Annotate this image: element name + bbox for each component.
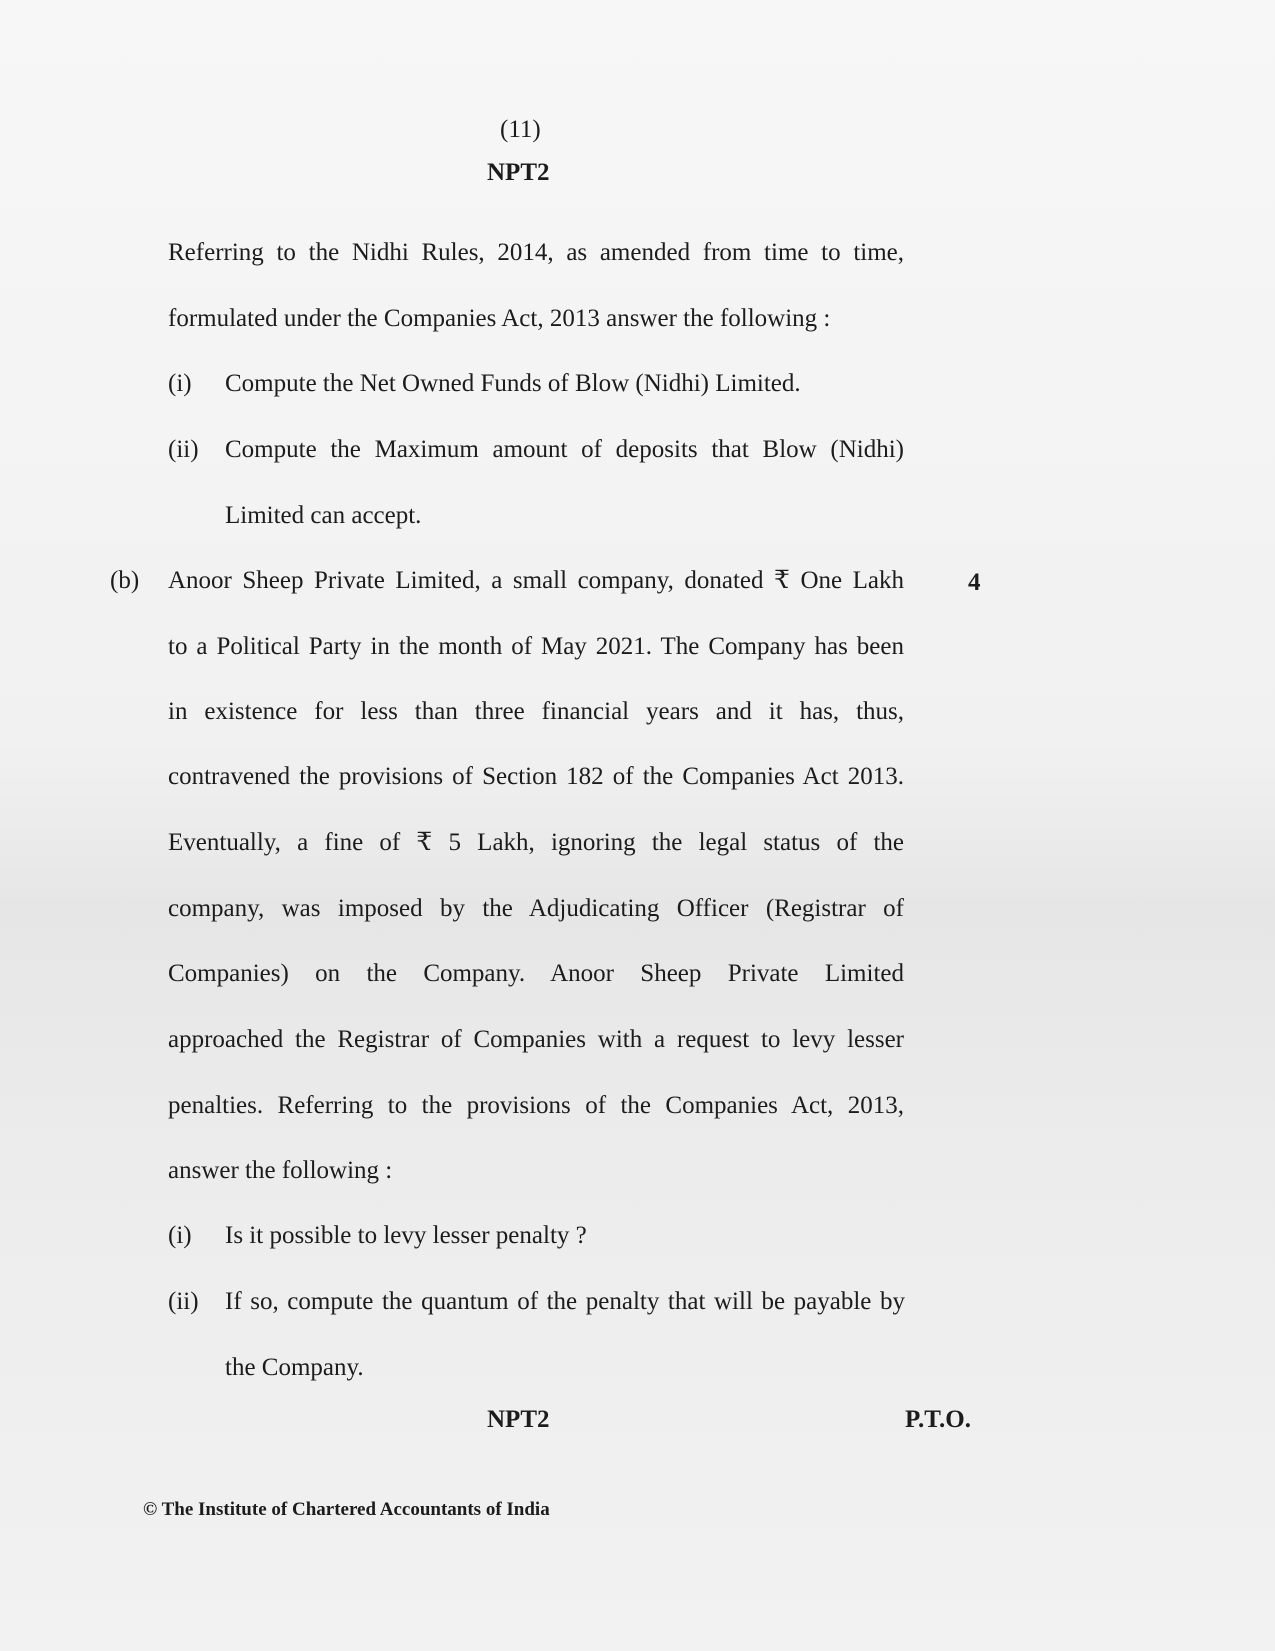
question-b-marks: 4 — [968, 569, 981, 596]
question-b-line-5: Eventually, a fine of ₹ 5 Lakh, ignoring the legal status of the — [168, 829, 904, 856]
question-a-line-2: formulated under the Companies Act, 2013 answer the following : — [168, 305, 831, 332]
question-b-item-ii-text: If so, compute the quantum of the penalty that will be payable by — [225, 1288, 905, 1315]
question-b-item-i-text: Is it possible to levy lesser penalty ? — [225, 1222, 587, 1249]
paper-code-footer: NPT2 — [487, 1406, 550, 1433]
question-b-line-9: penalties. Referring to the provisions of the Companies Act, 2013, — [168, 1092, 904, 1119]
question-b-line-3: in existence for less than three financial years and it has, thus, — [168, 698, 904, 725]
question-b-item-ii-text-cont: the Company. — [225, 1354, 364, 1381]
question-a-item-i-num: (i) — [168, 370, 192, 397]
copyright-notice: © The Institute of Chartered Accountants of India — [143, 1499, 550, 1520]
question-a-item-ii-num: (ii) — [168, 436, 199, 463]
paper-code-header: NPT2 — [487, 159, 550, 186]
pto-label: P.T.O. — [905, 1406, 971, 1433]
question-b-label: (b) — [110, 567, 140, 594]
question-b-item-i-num: (i) — [168, 1222, 192, 1249]
question-b-line-7: Companies) on the Company. Anoor Sheep Private Limited — [168, 960, 904, 987]
question-b-line-4: contravened the provisions of Section 182 of the Companies Act 2013. — [168, 763, 904, 790]
question-a-line-1: Referring to the Nidhi Rules, 2014, as amended from time to time, — [168, 239, 904, 266]
question-b-line-2: to a Political Party in the month of May 2021. The Company has been — [168, 633, 904, 660]
question-b-line-1: Anoor Sheep Private Limited, a small company, donated ₹ One Lakh — [168, 567, 904, 594]
question-b-line-8: approached the Registrar of Companies with a request to levy lesser — [168, 1026, 904, 1053]
question-b-line-10: answer the following : — [168, 1157, 393, 1184]
question-a-item-i-text: Compute the Net Owned Funds of Blow (Nidhi) Limited. — [225, 370, 801, 397]
question-b-line-6: company, was imposed by the Adjudicating Officer (Registrar of — [168, 895, 904, 922]
question-b-item-ii-num: (ii) — [168, 1288, 199, 1315]
question-a-item-ii-text-cont: Limited can accept. — [225, 502, 422, 529]
page-number: (11) — [500, 116, 541, 143]
question-a-item-ii-text: Compute the Maximum amount of deposits that Blow (Nidhi) — [225, 436, 904, 463]
